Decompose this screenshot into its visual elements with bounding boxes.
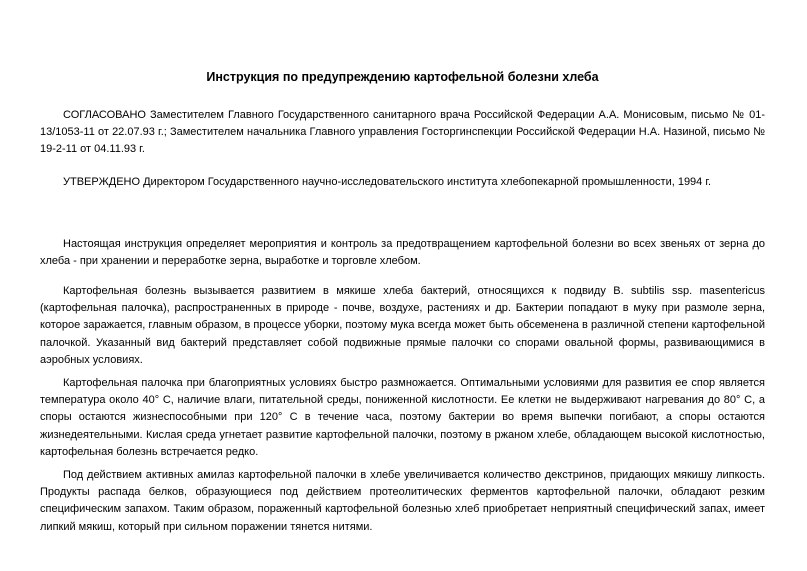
body-paragraph-bacillus-conditions: Картофельная палочка при благоприятных условиях быстро размножается. Оптимальными условиями для развития ее спор является температура около 40° С, наличие влаги, питательной среды, пониженной кислотности. Ее клетки не выдерживают нагревания до 80° С, а споры остаются жизнеспособными при 120° С в течение часа, поэтому бактерии во время выпечки погибают, а споры остаются жизнедеятельными. Кислая среда угнетает развитие картофельной палочки, поэтому в ржаном хлебе, обладающем высокой кислотностью, картофельная болезнь встречается редко. <box>40 377 765 458</box>
body-paragraph-disease-cause: Картофельная болезнь вызывается развитием в мякише хлеба бактерий, относящихся к подвиду B. subtilis ssp. masentericus (картофельная палочка), распространенных в природе - почве, воздухе, растениях и др. Бактерии попадают в муку при размоле зерна, которое заражается, главным образом, в процессе уборки, поэтому мука всегда может быть обсеменена в различной степени картофельной палочкой. Указанный вид бактерий представляет собой подвижные прямые палочки со спорами овальной формы, развивающимися в аэробных условиях. <box>40 285 765 366</box>
body-paragraph-intro: Настоящая инструкция определяет мероприятия и контроль за предотвращением картофельной болезни во всех звеньях от зерна до хлеба - при хранении и переработке зерна, выработке и торговле хлебом. <box>40 238 765 268</box>
approved-paragraph: УТВЕРЖДЕНО Директором Государственного научно-исследовательского института хлебопекарной промышленности, 1994 г. <box>63 176 712 188</box>
body-paragraph-amylase-effects: Под действием активных амилаз картофельной палочки в хлебе увеличивается количество декстринов, придающих мякишу липкость. Продукты распада белков, образующиеся под действием протеолитических ферментов картофельной палочки, обладают резким специфическим запахом. Таким образом, пораженный картофельной болезнью хлеб приобретает неприятный специфический запах, имеет липкий мякиш, который при сильном поражении тянется нитями. <box>40 469 765 533</box>
page-title: Инструкция по предупреждению картофельной болезни хлеба <box>206 70 599 84</box>
agreed-paragraph: СОГЛАСОВАНО Заместителем Главного Государственного санитарного врача Российской Федерации А.А. Монисовым, письмо № 01-13/1053-11 от 22.07.93 г.; Заместителем начальника Главного управления Госторгинспекции Российской Федерации Н.А. Назиной, письмо № 19-2-11 от 04.11.93 г. <box>40 109 765 156</box>
